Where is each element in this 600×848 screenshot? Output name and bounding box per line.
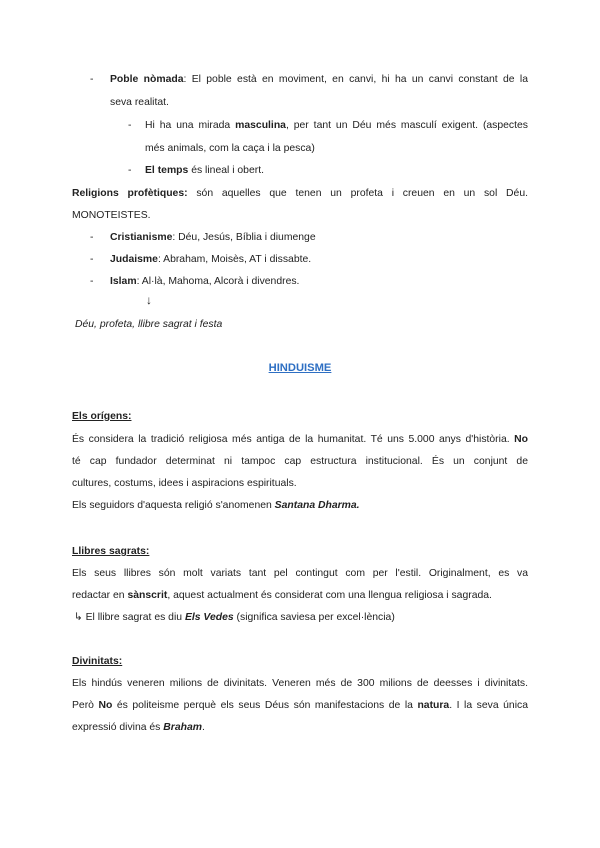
- origens-text: És considera la tradició religiosa més antiga de la humanitat. Té uns 5.000 anys d'història.: [72, 434, 510, 445]
- llibres-post-3: (significa saviesa per excel·lència): [233, 612, 395, 623]
- bullet-dash: -: [128, 120, 132, 131]
- origens-line-3: cultures, costums, idees i aspiracions espirituals.: [72, 478, 297, 489]
- div-bold-2: natura: [417, 700, 450, 711]
- item-text: : Déu, Jesús, Bíblia i diumenge: [172, 232, 316, 243]
- llibres-em: Els Vedes: [184, 612, 234, 623]
- poble-line: [110, 73, 528, 86]
- origens-em: Santana Dharma.: [274, 500, 360, 511]
- divinitats-heading: [72, 655, 528, 668]
- div-bold-1: No: [98, 700, 113, 711]
- origens-line-4: [72, 499, 528, 512]
- llibres-pre-3: ↳ El llibre sagrat es diu: [74, 612, 185, 623]
- bullet-dash: -: [90, 232, 94, 243]
- llibres-line-3: [74, 611, 530, 624]
- bullet-dash: -: [90, 74, 94, 85]
- prof-text: són aquelles que tenen un profeta i creuen en un sol Déu.: [187, 188, 528, 199]
- origens-bold: No: [514, 434, 529, 445]
- llibres-pre: redactar en: [72, 590, 128, 601]
- divinitats-line-3: [72, 721, 528, 734]
- prof-bold: Religions profètiques:: [72, 188, 188, 199]
- bullet-dash: -: [128, 165, 132, 176]
- item-label: Cristianisme: [110, 232, 173, 243]
- div-pre: Però: [72, 700, 99, 711]
- poble-line-2: seva realitat.: [110, 97, 169, 108]
- origens-pre: Els seguidors d'aquesta religió s'anomenen: [72, 500, 275, 511]
- div-pre-3: expressió divina és: [72, 722, 164, 733]
- origens-line-2: té cap fundador determinat ni tampoc cap estructura institucional. És un conjunt de: [72, 456, 528, 467]
- sub2-bold: El temps: [145, 165, 189, 176]
- item-label: Islam: [110, 276, 137, 287]
- div-post: . I la seva única: [449, 700, 528, 711]
- llibres-line-1: Els seus llibres són molt variats tant pel contingut com per l'estil. Originalment, es va: [72, 568, 528, 579]
- down-arrow-icon: ↓: [146, 293, 152, 307]
- item-text: : Al·là, Mahoma, Alcorà i divendres.: [136, 276, 300, 287]
- origens-line-1: [72, 433, 528, 446]
- sub1-pre: Hi ha una mirada: [145, 120, 236, 131]
- llibres-line-2: [72, 589, 528, 602]
- sub2-line: [145, 164, 600, 177]
- poble-text: : El poble està en moviment, en canvi, hi ha un canvi constant de la: [183, 74, 528, 85]
- sub1-line-2: més animals, com la caça i la pesca): [145, 143, 315, 154]
- div-post-3: .: [201, 722, 205, 733]
- list-item: [110, 231, 566, 244]
- sub1-bold: masculina: [235, 120, 286, 131]
- bullet-dash: -: [90, 276, 94, 287]
- llibres-bold: sànscrit: [127, 590, 168, 601]
- sub1-post: , per tant un Déu més masculí exigent. (aspectes: [285, 120, 528, 131]
- llibres-post: , aquest actualment és considerat com una llengua religiosa i sagrada.: [167, 590, 492, 601]
- divinitats-heading-text: Divinitats:: [72, 656, 123, 667]
- page-title: HINDUISME: [268, 362, 332, 374]
- bullet-dash: -: [90, 254, 94, 265]
- prof-line: [72, 187, 528, 200]
- divinitats-line-1: Els hindús veneren milions de divinitats. Veneren més de 300 milions de deesses i divinitats.: [72, 678, 528, 689]
- llibres-heading: [72, 545, 528, 558]
- item-label: Judaisme: [110, 254, 158, 265]
- div-em: Braham: [163, 722, 202, 733]
- origens-heading: [72, 410, 528, 423]
- llibres-heading-text: Llibres sagrats:: [72, 546, 150, 557]
- prof-line-2: MONOTEISTES.: [72, 210, 151, 221]
- sub1-line: [145, 119, 528, 132]
- sub2-post: és lineal i obert.: [188, 165, 264, 176]
- list-item: [110, 275, 566, 288]
- poble-label: Poble nòmada: [110, 74, 184, 85]
- div-mid: és politeisme perquè els seus Déus són manifestacions de la: [112, 700, 418, 711]
- divinitats-line-2: [72, 699, 528, 712]
- list-item: [110, 253, 566, 266]
- summary-line: Déu, profeta, llibre sagrat i festa: [75, 319, 223, 330]
- origens-heading-text: Els orígens:: [72, 411, 132, 422]
- item-text: : Abraham, Moisès, AT i dissabte.: [157, 254, 312, 265]
